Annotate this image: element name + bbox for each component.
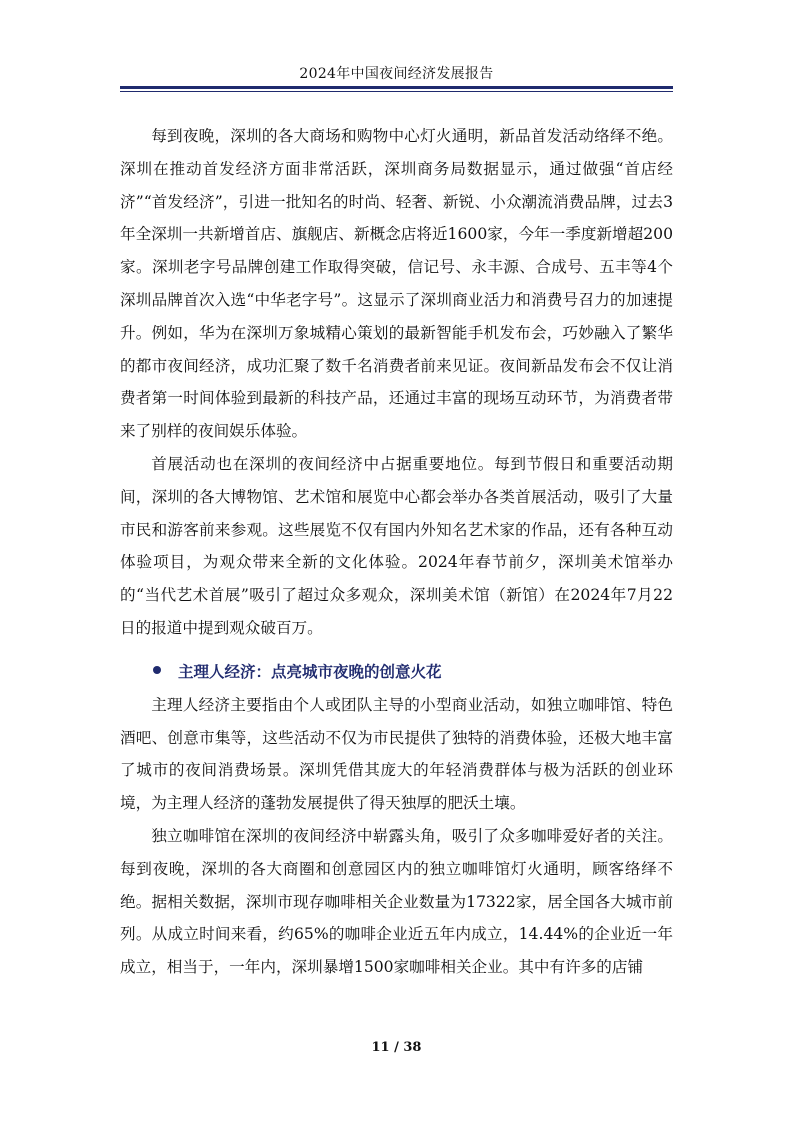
body-paragraph: 首展活动也在深圳的夜间经济中占据重要地位。每到节假日和重要活动期间，深圳的各大博物馆、艺术馆和展览中心都会举办各类首展活动，吸引了大量市民和游客前来参观。这些展览不仅有国内外知名艺术家的作品，还有各种互动体验项目，为观众带来全新的文化体验。2024年春节前夕，深圳美术馆举办的“当代艺术首展”吸引了超过众多观众，深圳美术馆（新馆）在2024年7月22日的报道中提到观众破百万。 bbox=[120, 454, 673, 637]
page-number: 11 / 38 bbox=[371, 1040, 422, 1055]
document-body bbox=[120, 120, 673, 984]
bullet-dot-icon bbox=[153, 666, 161, 674]
body-paragraph: 每到夜晚，深圳的各大商场和购物中心灯火通明，新品首发活动络绎不绝。深圳在推动首发经济方面非常活跃，深圳商务局数据显示，通过做强“首店经济”“首发经济”，引进一批知名的时尚、轻奢、新锐、小众潮流消费品牌，过去3年全深圳一共新增首店、旗舰店、新概念店将近1600家，今年一季度新增超200家。深圳老字号品牌创建工作取得突破，信记号、永丰源、合成号、五丰等4个深圳品牌首次入选“中华老字号”。这显示了深圳商业活力和消费号召力的加速提升。例如，华为在深圳万象城精心策划的最新智能手机发布会，巧妙融入了繁华的都市夜间经济，成功汇聚了数千名消费者前来见证。夜间新品发布会不仅让消费者第一时间体验到最新的科技产品，还通过丰富的现场互动环节，为消费者带来了别样的夜间娱乐体验。 bbox=[120, 127, 673, 441]
page-header-title: 2024年中国夜间经济发展报告 bbox=[299, 66, 494, 82]
body-paragraph: 独立咖啡馆在深圳的夜间经济中崭露头角，吸引了众多咖啡爱好者的关注。每到夜晚，深圳的各大商圈和创意园区内的独立咖啡馆灯火通明，顾客络绎不绝。据相关数据，深圳市现存咖啡相关企业数量为17322家，居全国各大城市前列。从成立时间来看，约65%的咖啡企业近五年内成立，14.44%的企业近一年成立，相当于，一年内，深圳暴增1500家咖啡相关企业。其中有许多的店铺 bbox=[120, 826, 673, 977]
body-paragraph: 主理人经济主要指由个人或团队主导的小型商业活动，如独立咖啡馆、特色酒吧、创意市集等，这些活动不仅为市民提供了独特的消费体验，还极大地丰富了城市的夜间消费场景。深圳凭借其庞大的年轻消费群体与极为活跃的创业环境，为主理人经济的蓬勃发展提供了得天独厚的肥沃土壤。 bbox=[120, 695, 673, 813]
section-heading bbox=[120, 657, 673, 687]
header-divider-thick bbox=[120, 86, 673, 89]
header-divider-thin bbox=[120, 91, 673, 92]
section-heading-text: 主理人经济：点亮城市夜晚的创意火花 bbox=[178, 662, 442, 681]
